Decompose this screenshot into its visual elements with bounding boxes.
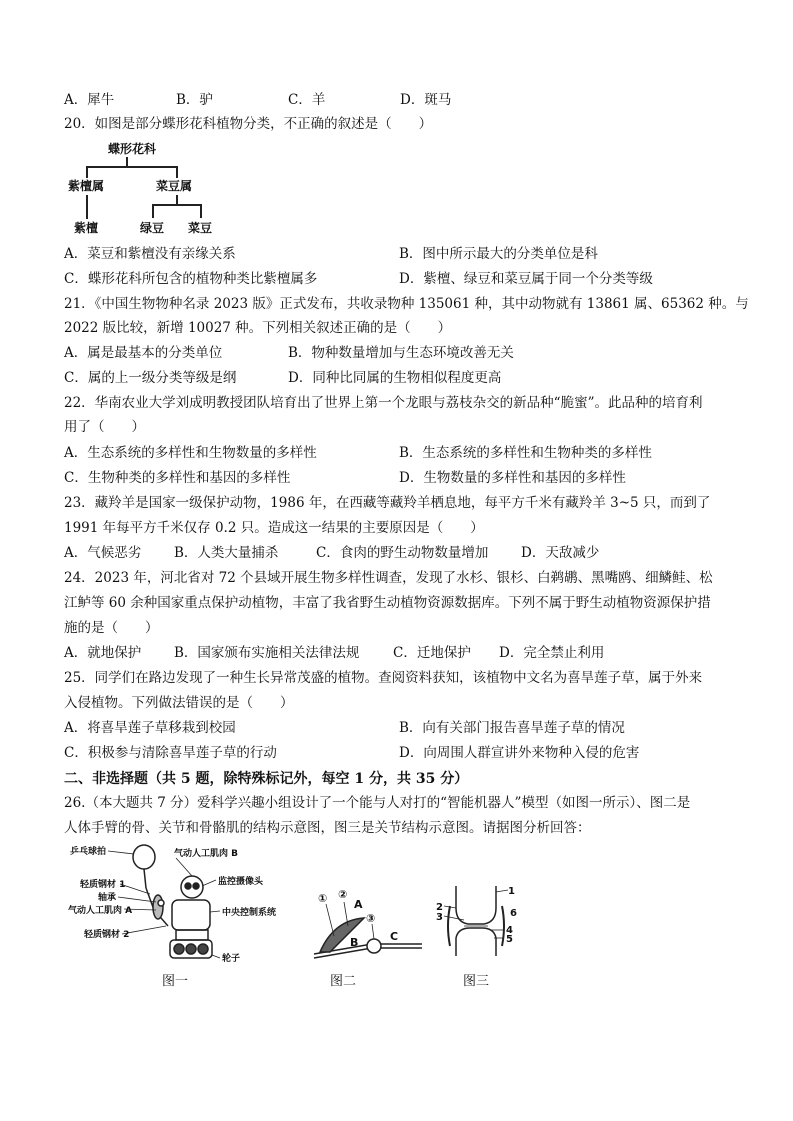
q25-option-b: B．向有关部门报告喜旱莲子草的情况 — [399, 720, 625, 736]
fig3-label-6: 6 — [510, 908, 517, 919]
fig3-label-2: 2 — [436, 902, 443, 913]
figure2-arm-diagram — [312, 890, 424, 966]
q25-stem-line2: 入侵植物。下列做法错误的是（ ） — [64, 695, 294, 711]
q22-option-c: C．生物种类的多样性和基因的多样性 — [64, 470, 291, 486]
q21-option-a: A．属是最基本的分类单位 — [64, 345, 223, 361]
q24-stem-line2: 江鲈等 60 余种国家重点保护动植物，丰富了我省野生动植物资源数据库。下列不属于野生动植物资源保护措 — [64, 595, 711, 611]
figure3-caption: 图三 — [463, 974, 490, 989]
q23-stem-line1: 23．藏羚羊是国家一级保护动物，1986 年，在西藏等藏羚羊栖息地，每平方千米有藏羚羊 3~5 只，而到了 — [64, 495, 711, 511]
fig2-label-b: B — [350, 936, 359, 949]
figure3-joint-diagram — [434, 880, 522, 966]
tree-leaf-zitan: 紫檀 — [74, 221, 99, 235]
fig1-label-control: 中央控制系统 — [222, 908, 277, 918]
fig3-label-3: 3 — [436, 912, 443, 923]
q24-option-c: C．迁地保护 — [393, 645, 471, 661]
q21-stem-line1: 21．《中国生物物种名录 2023 版》正式发布，共收录物种 135061 种，其中动物就有 13861 属、65362 种。与 — [64, 296, 749, 312]
q21-option-d: D．同种比同属的生物相似程度更高 — [288, 370, 502, 386]
q19-option-d: D．斑马 — [400, 92, 452, 108]
q22-option-b: B．生态系统的多样性和生物种类的多样性 — [399, 445, 652, 461]
q22-stem-line1: 22．华南农业大学刘成明教授团队培育出了世界上第一个龙眼与荔枝杂交的新品种“脆蜜”。此品种的培育利 — [64, 395, 703, 411]
tree-leaf-caidou: 菜豆 — [188, 221, 213, 235]
q21-option-c: C．属的上一级分类等级是纲 — [64, 370, 237, 386]
figure1-caption: 图一 — [162, 974, 189, 989]
q19-option-a: A．犀牛 — [64, 92, 115, 108]
q20-option-b: B．图中所示最大的分类单位是科 — [399, 246, 598, 262]
figure1-robot-diagram — [68, 842, 288, 964]
fig2-label-2: ② — [338, 890, 348, 901]
fig1-label-muscle-b: 气动人工肌肉 B — [174, 849, 238, 859]
q23-option-d: D．天敌减少 — [521, 545, 600, 561]
q26-stem-line2: 人体手臂的骨、关节和骨骼肌的结构示意图，图三是关节结构示意图。请据图分析回答： — [64, 820, 591, 836]
q25-option-d: D．向周围人群宣讲外来物种入侵的危害 — [399, 745, 640, 761]
q19-option-b: B．驴 — [176, 92, 213, 108]
q22-option-a: A．生态系统的多样性和生物数量的多样性 — [64, 445, 317, 461]
tree-genus-right: 菜豆属 — [156, 179, 193, 193]
fig2-label-1: ① — [318, 892, 328, 905]
q25-option-a: A．将喜旱莲子草移栽到校园 — [64, 720, 236, 736]
q23-option-b: B．人类大量捕杀 — [174, 545, 279, 561]
q21-stem-line2: 2022 版比较，新增 10027 种。下列相关叙述正确的是（ ） — [64, 320, 452, 336]
q22-stem-line2: 用了（ ） — [64, 419, 145, 435]
q24-option-b: B．国家颁布实施相关法律法规 — [174, 645, 360, 661]
q24-stem-line1: 24．2023 年，河北省对 72 个县域开展生物多样性调查，发现了水杉、银杉、白鹈鹕、黑嘴鸥、细鳞鲑、松 — [64, 570, 713, 586]
fig1-label-wheel: 轮子 — [222, 954, 241, 964]
q23-stem-line2: 1991 年每平方千米仅存 0.2 只。造成这一结果的主要原因是（ ） — [64, 520, 484, 536]
fig1-label-rod2: 轻质钢材 2 — [84, 930, 130, 940]
fig2-label-3: ③ — [366, 912, 376, 925]
q24-option-a: A．就地保护 — [64, 645, 142, 661]
q20-stem: 20．如图是部分蝶形花科植物分类，不正确的叙述是（ ） — [64, 116, 433, 132]
q20-option-a: A．菜豆和紫檀没有亲缘关系 — [64, 246, 236, 262]
fig2-label-a: A — [354, 898, 363, 911]
fig1-label-camera: 监控摄像头 — [218, 877, 264, 887]
q19-option-c: C．羊 — [288, 92, 326, 108]
q20-option-d: D．紫檀、绿豆和菜豆属于同一个分类等级 — [399, 271, 653, 287]
q20-classification-tree — [64, 138, 224, 242]
q24-stem-line3: 施的是（ ） — [64, 620, 159, 636]
fig3-label-4: 4 — [506, 925, 513, 936]
tree-leaf-lvdou: 绿豆 — [140, 221, 165, 235]
q22-option-d: D．生物数量的多样性和基因的多样性 — [399, 470, 626, 486]
section2-heading: 二、非选择题（共 5 题，除特殊标记外，每空 1 分，共 35 分） — [64, 771, 469, 787]
figure2-caption: 图二 — [330, 974, 357, 989]
q23-option-a: A．气候恶劣 — [64, 545, 142, 561]
fig3-label-5: 5 — [506, 934, 513, 945]
fig3-label-1: 1 — [508, 886, 515, 897]
q24-option-d: D．完全禁止利用 — [499, 645, 605, 661]
tree-root-family: 蝶形花科 — [108, 142, 157, 156]
tree-genus-left: 紫檀属 — [68, 179, 105, 193]
fig1-label-axle: 轴承 — [98, 893, 117, 903]
q20-option-c: C．蝶形花科所包含的植物种类比紫檀属多 — [64, 271, 318, 287]
q21-option-b: B．物种数量增加与生态环境改善无关 — [288, 345, 514, 361]
q23-option-c: C．食肉的野生动物数量增加 — [316, 545, 489, 561]
q26-stem-line1: 26.（本大题共 7 分）爱科学兴趣小组设计了一个能与人对打的“智能机器人”模型（如图一所示）、图二是 — [64, 795, 691, 811]
q25-stem-line1: 25．同学们在路边发现了一种生长异常茂盛的植物。查阅资料获知，该植物中文名为喜旱莲子草，属于外来 — [64, 670, 703, 686]
fig2-label-c: C — [390, 930, 399, 943]
fig1-label-paddle: 乒乓球拍 — [70, 847, 107, 857]
q25-option-c: C．积极参与清除喜旱莲子草的行动 — [64, 745, 277, 761]
fig1-label-muscle-a: 气动人工肌肉 A — [68, 906, 133, 916]
fig1-label-rod1: 轻质钢材 1 — [80, 880, 126, 890]
